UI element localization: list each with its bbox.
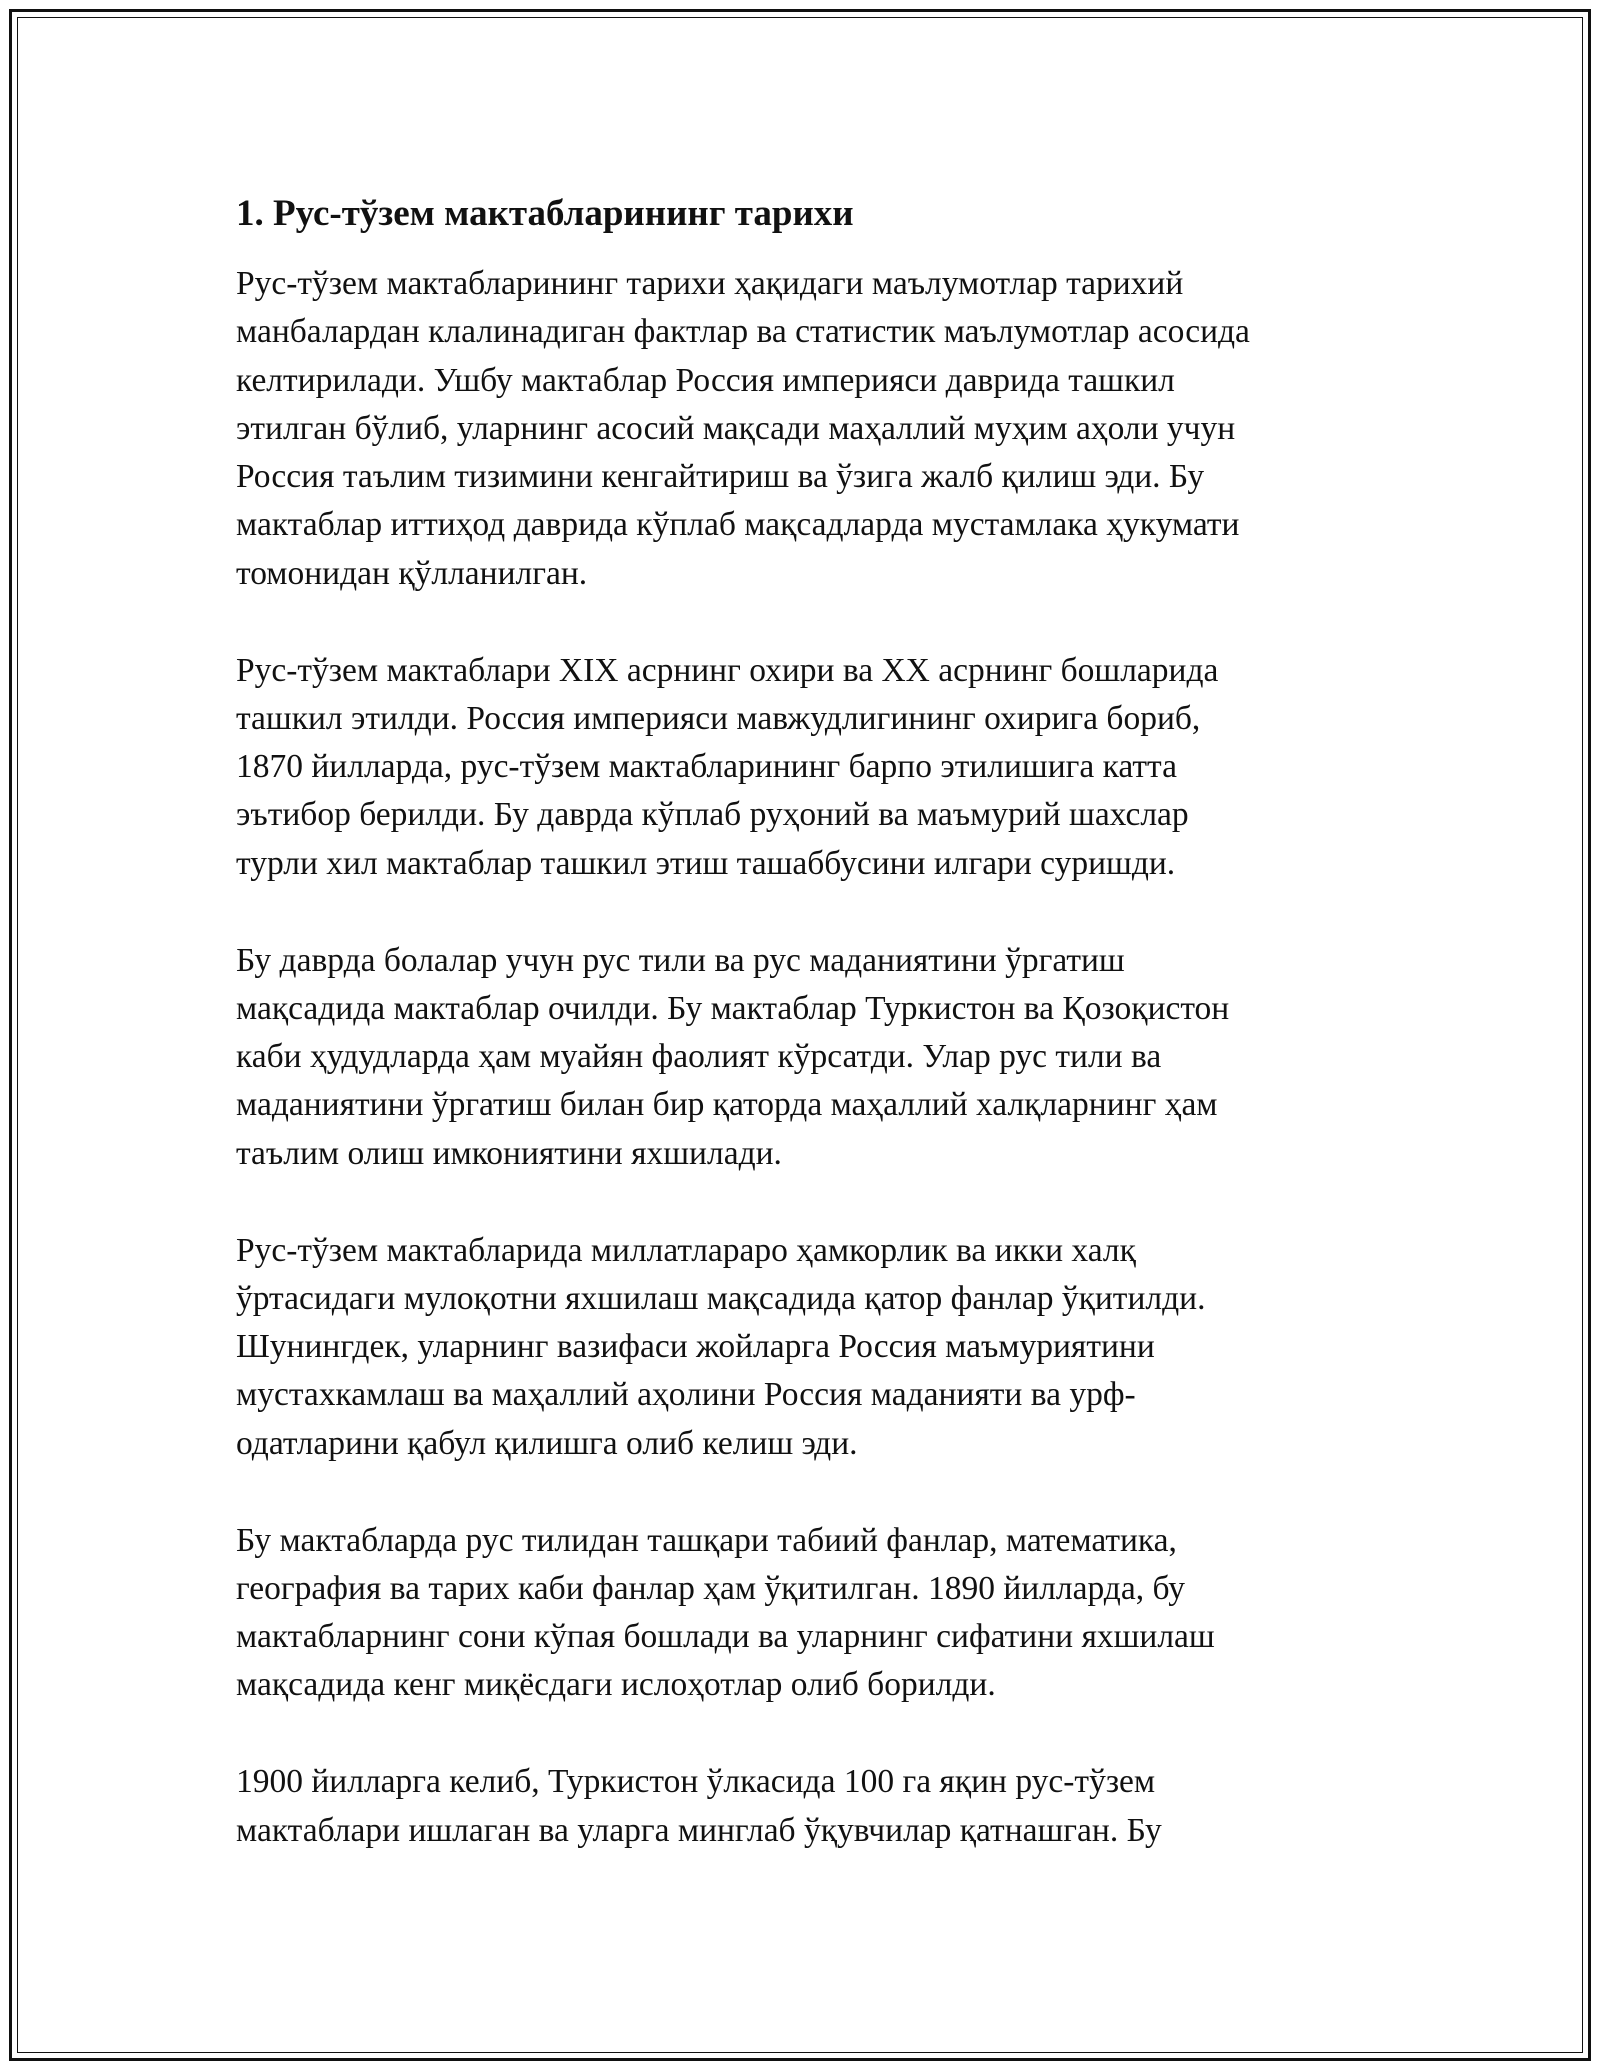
paragraph-3: Бу даврда болалар учун рус тили ва рус маданиятини ўргатиш мақсадида мактаблар очилди. Бу мактаблар Туркистон ва Қозоқистон каби ҳудудларда ҳам муайян фаолият кўрсатди. Улар рус тили ва маданиятини ўргатиш билан бир қаторда маҳаллий халқларнинг ҳам таълим олиш имкониятини яхшилади. [236,941,1230,1172]
paragraph-6: 1900 йилларга келиб, Туркистон ўлкасида 100 га яқин рус-тўзем мактаблари ишлаган ва уларга минглаб ўқувчилар қатнашган. Бу [236,1763,1162,1849]
paragraph-5: Бу мактабларда рус тилидан ташқари табиий фанлар, математика, география ва тарих каби фанлар ҳам ўқитилган. 1890 йилларда, бу мактабларнинг сони кўпая бошлади ва уларнинг сифатини яхшилаш мақсадида кенг миқёсдаги ислоҳотлар олиб борилди. [236,1521,1215,1704]
paragraph-4: Рус-тўзем мактабларида миллатлараро ҳамкорлик ва икки халқ ўртасидаги мулоқотни яхшилаш мақсадида қатор фанлар ўқитилди. Шунингдек, уларнинг вазифаси жойларга Россия маъмуриятини мустахкамлаш ва маҳаллий аҳолини Россия маданияти ва урф- одатларини қабул қилишга олиб келиш эди. [236,1231,1206,1462]
section-heading: 1. Рус-тўзем мактабларининг тарихи [236,193,854,234]
document-body [236,190,1386,1903]
paragraph-1: Рус-тўзем мактабларининг тарихи ҳақидаги маълумотлар тарихий манбалардан клалинадиган фактлар ва статистик маълумотлар асосида келтирилади. Ушбу мактаблар Россия империяси даврида ташкил этилган бўлиб, уларнинг асосий мақсади маҳаллий муҳим аҳоли учун Россия таълим тизимини кенгайтириш ва ўзига жалб қилиш эди. Бу мактаблар иттиҳод даврида кўплаб мақсадларда мустамлака ҳукумати томонидан қўлланилган. [236,265,1250,592]
paragraph-2: Рус-тўзем мактаблари XIX асрнинг охири ва XX асрнинг бошларида ташкил этилди. Россия империяси мавжудлигининг охирига бориб, 1870 йилларда, рус-тўзем мактабларининг барпо этилишига катта эътибор берилди. Бу даврда кўплаб руҳоний ва маъмурий шахслар турли хил мактаблар ташкил этиш ташаббусини илгари суришди. [236,651,1219,882]
